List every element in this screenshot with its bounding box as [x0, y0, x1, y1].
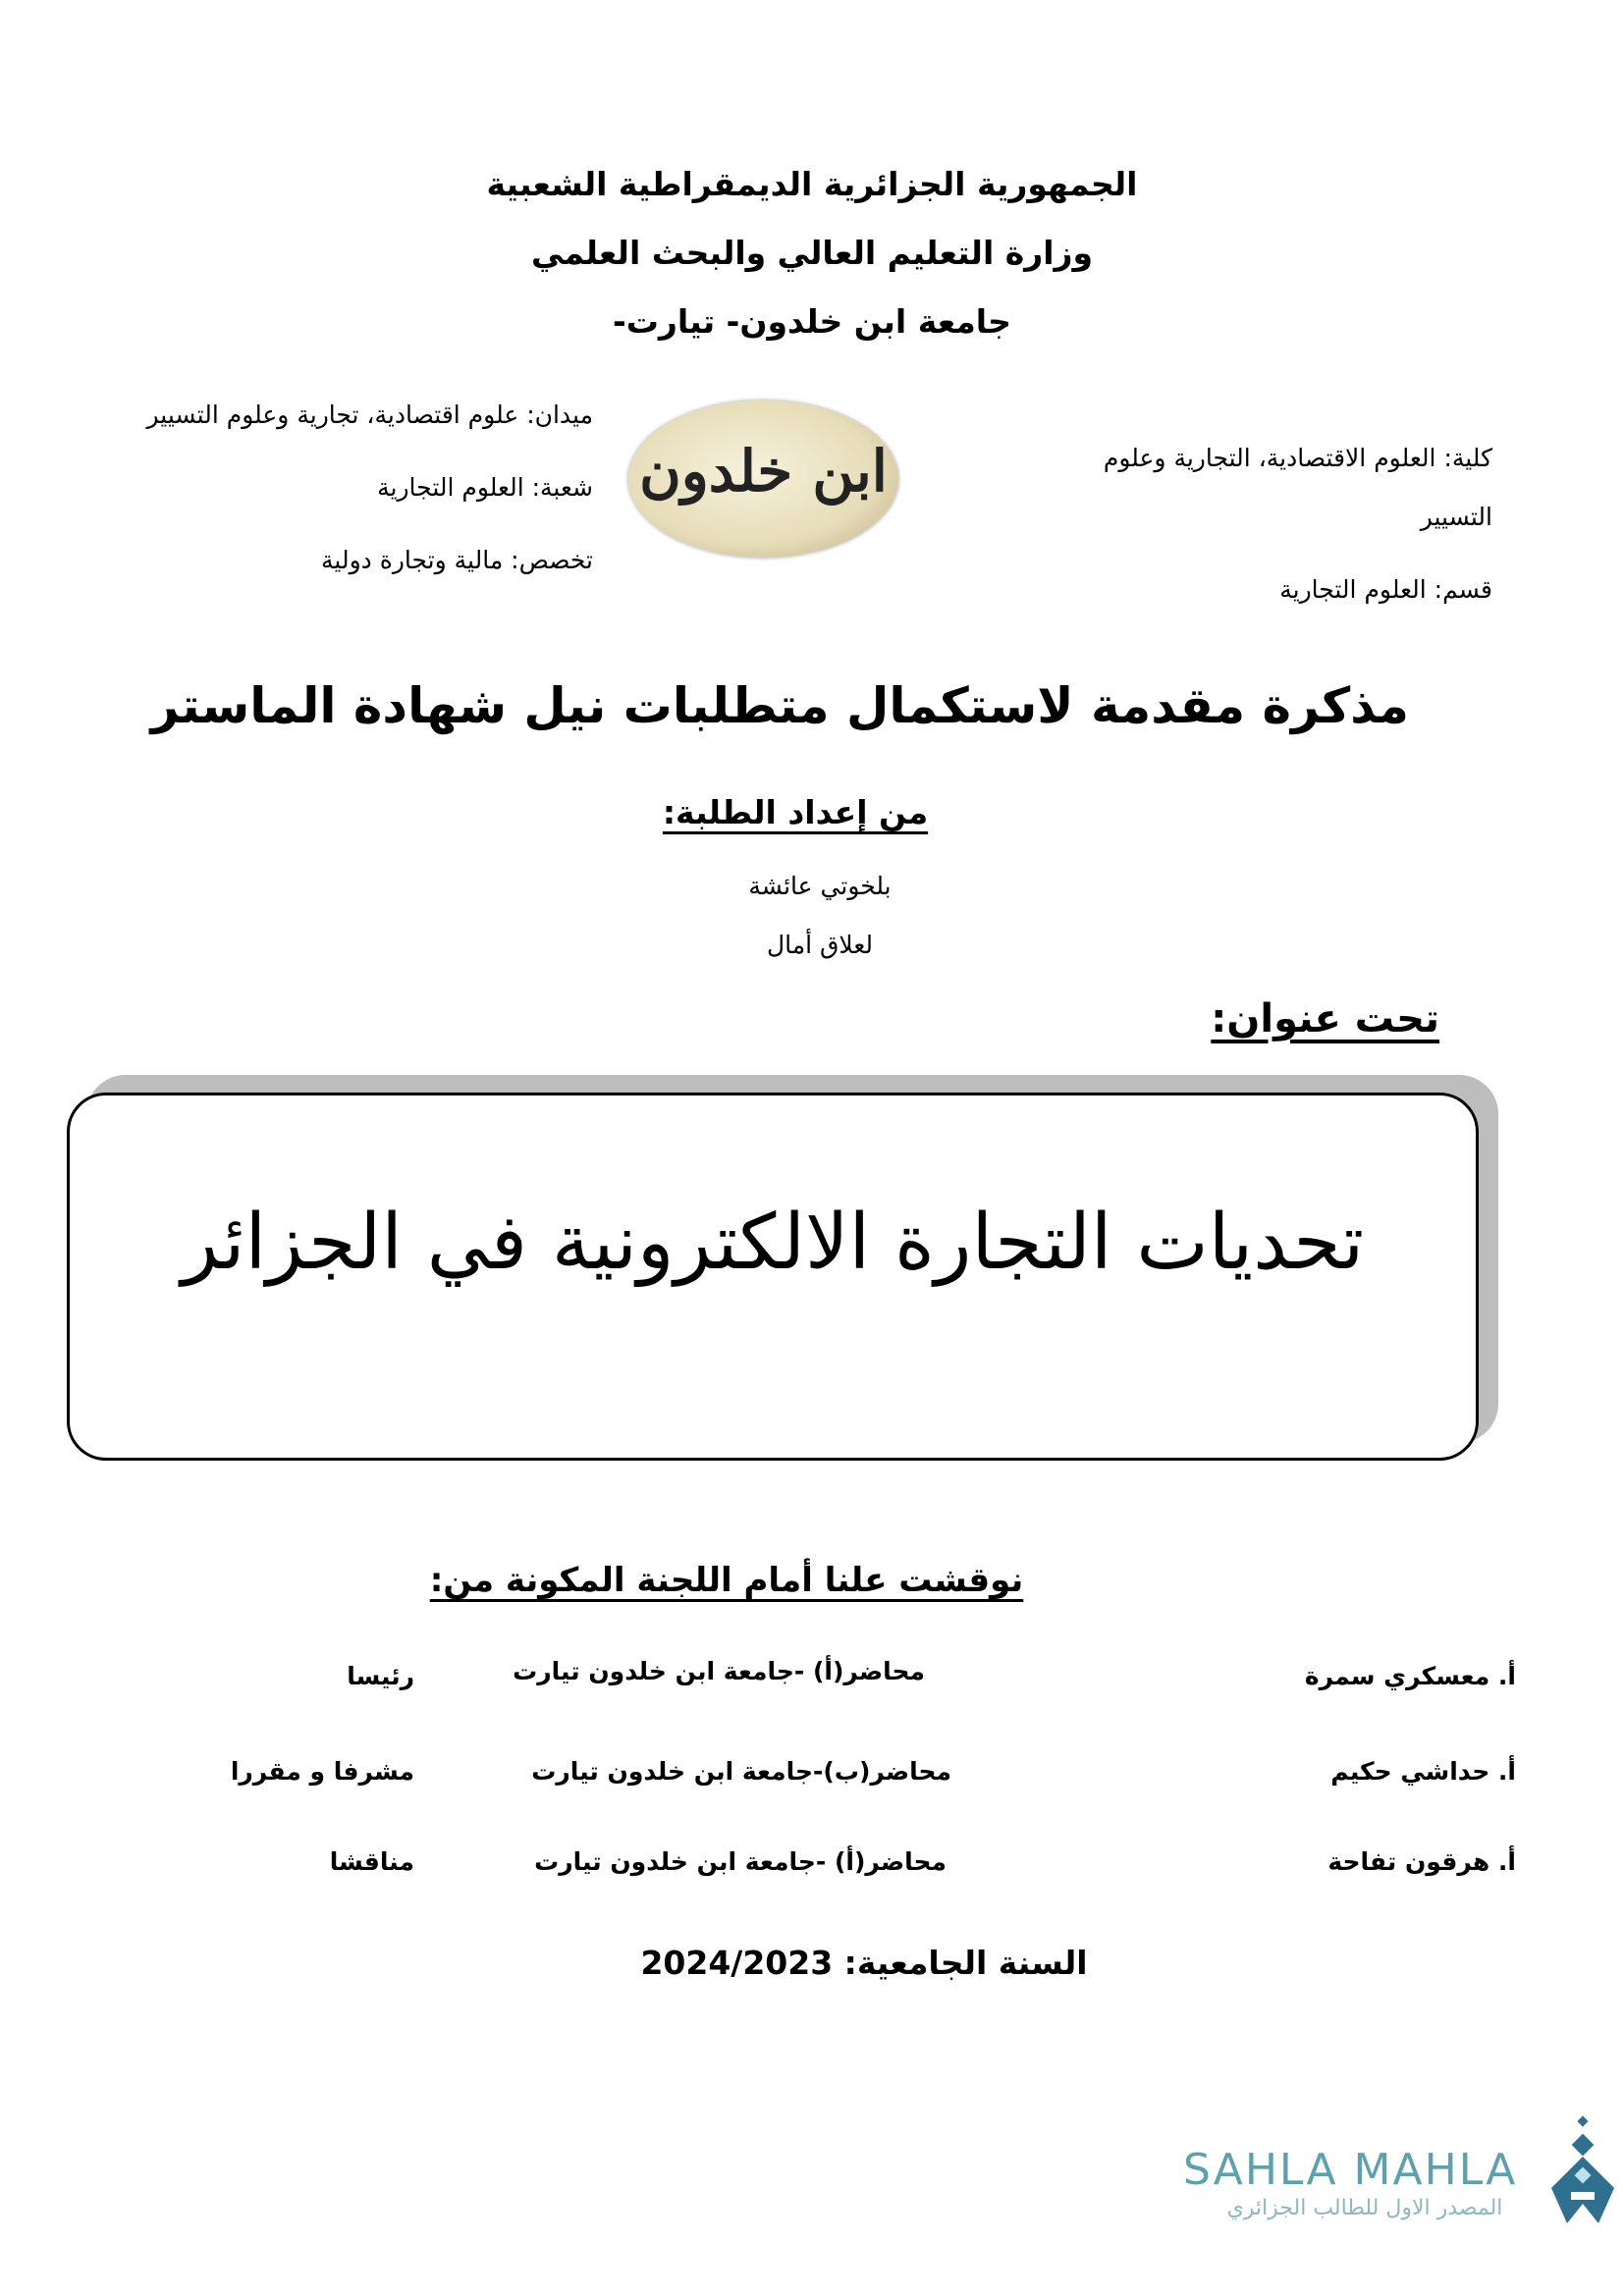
member-role: مشرفا و مقررا — [230, 1757, 414, 1786]
students-label: من إعداد الطلبة: — [662, 793, 929, 831]
watermark-tagline: المصدر الاول للطالب الجزائري — [1226, 2196, 1503, 2220]
watermark-brand: SAHLA MAHLA — [1183, 2145, 1518, 2195]
university-logo — [628, 400, 898, 558]
student-name: لعلاق أمال — [766, 931, 874, 959]
member-name: أ. معسكري سمرة — [1304, 1662, 1516, 1690]
title-label: تحت عنوان: — [1211, 996, 1439, 1041]
member-rank: محاضر(ب)-جامعة ابن خلدون تيارت — [531, 1757, 951, 1786]
sahla-mahla-logo-icon — [1549, 2115, 1620, 2228]
university-name: جامعة ابن خلدون- تيارت- — [613, 302, 1011, 341]
faculty-label-cont: التسيير — [1420, 503, 1492, 531]
member-name: أ. هرقون تفاحة — [1327, 1847, 1516, 1876]
member-role: رئيسا — [347, 1662, 414, 1690]
specialty-label: تخصص: مالية وتجارة دولية — [321, 546, 593, 574]
member-name: أ. حداشي حكيم — [1330, 1757, 1516, 1786]
logo-calligraphy: ابن خلدون — [639, 438, 888, 505]
title-box — [67, 1093, 1479, 1461]
thesis-title: تحديات التجارة الالكترونية في الجزائر — [181, 1199, 1365, 1287]
department-label: قسم: العلوم التجارية — [1279, 575, 1492, 604]
member-role: مناقشا — [329, 1847, 414, 1876]
academic-year: السنة الجامعية: 2024/2023 — [640, 1944, 1088, 1982]
student-name: بلخوتي عائشة — [748, 872, 892, 900]
faculty-label: كلية: العلوم الاقتصادية، التجارية وعلوم — [1103, 444, 1492, 472]
ministry-name: وزارة التعليم العالي والبحث العلمي — [530, 234, 1094, 272]
member-rank: محاضر(أ) -جامعة ابن خلدون تيارت — [513, 1657, 925, 1685]
committee-label: نوقشت علنا أمام اللجنة المكونة من: — [429, 1561, 1024, 1600]
branch-label: شعبة: العلوم التجارية — [377, 473, 593, 502]
member-rank: محاضر(أ) -جامعة ابن خلدون تيارت — [534, 1847, 947, 1876]
republic-name: الجمهورية الجزائرية الديمقراطية الشعبية — [486, 165, 1138, 203]
field-label: ميدان: علوم اقتصادية، تجارية وعلوم التسيير — [146, 400, 593, 429]
thesis-heading: مذكرة مقدمة لاستكمال متطلبات نيل شهادة الماستر — [150, 677, 1409, 734]
